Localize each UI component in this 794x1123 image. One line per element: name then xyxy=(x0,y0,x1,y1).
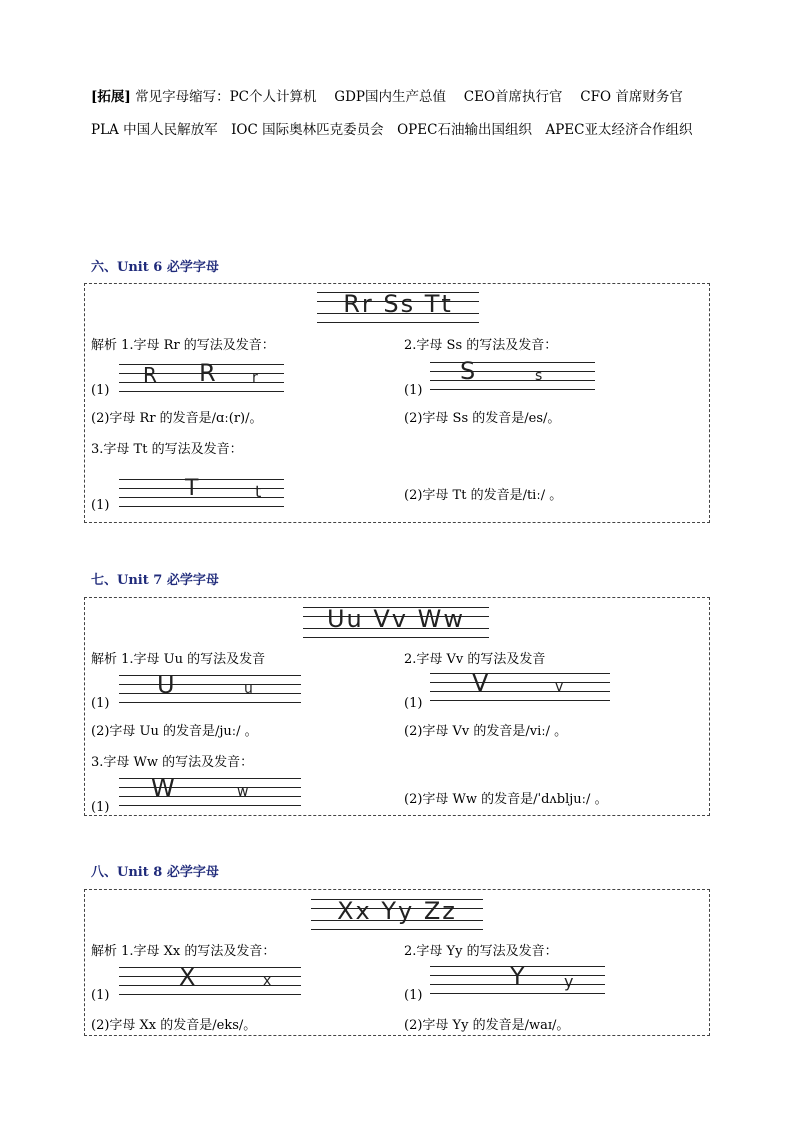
uu-lowercase: u xyxy=(244,681,253,697)
tt-lowercase: t xyxy=(255,482,262,501)
tt-capital: T xyxy=(185,476,199,501)
xx-sound: (2)字母 Xx 的发音是/eks/。 xyxy=(91,1018,257,1033)
ww-writing-staff xyxy=(119,774,301,808)
note-line-1: 常见字母缩写：PC个人计算机 GDP国内生产总值 CEO首席执行官 CFO 首席财务官 xyxy=(135,89,683,105)
abbreviation-note xyxy=(91,81,711,147)
yy-capital: Y xyxy=(510,962,525,990)
unit6-box xyxy=(84,283,710,523)
unit8-box xyxy=(84,889,710,1036)
xx-intro: 解析 1.字母 Xx 的写法及发音： xyxy=(91,944,276,959)
ss-sound: (2)字母 Ss 的发音是/es/。 xyxy=(404,411,561,426)
ss-writing-staff xyxy=(430,357,595,392)
yy-writing-staff xyxy=(430,962,605,996)
ww-label: (1) xyxy=(91,800,110,815)
rr-label: (1) xyxy=(91,383,110,398)
unit7-title-letters: Uu Vv Ww xyxy=(326,605,465,633)
uu-sound: (2)字母 Uu 的发音是/juː/ 。 xyxy=(91,724,258,739)
uu-capital: U xyxy=(157,671,175,699)
ww-intro: 3.字母 Ww 的写法及发音： xyxy=(91,755,254,770)
ss-intro: 2.字母 Ss 的写法及发音： xyxy=(404,338,558,353)
vv-capital: V xyxy=(472,669,489,697)
ww-capital: W xyxy=(151,774,175,802)
ww-lowercase: w xyxy=(237,784,249,800)
rr-lowercase: r xyxy=(252,370,258,386)
xx-lowercase: x xyxy=(263,973,272,989)
unit6-title xyxy=(317,289,479,323)
tt-writing-staff xyxy=(119,476,284,509)
xx-label: (1) xyxy=(91,988,110,1003)
note-line-2: PLA 中国人民解放军 IOC 国际奥林匹克委员会 OPEC石油输出国组织 APEC亚太经济合作组织 xyxy=(91,122,693,138)
tt-label: (1) xyxy=(91,498,110,513)
uu-writing-staff xyxy=(119,671,301,705)
unit8-title xyxy=(311,896,483,930)
yy-intro: 2.字母 Yy 的写法及发音： xyxy=(404,944,558,959)
vv-label: (1) xyxy=(404,696,423,711)
unit6-title-letters: Rr Ss Tt xyxy=(343,290,453,318)
section-heading-unit7: 七、Unit 7 必学字母 xyxy=(91,573,219,588)
rr-stroke-1: R xyxy=(143,363,157,387)
uu-intro: 解析 1.字母 Uu 的写法及发音 xyxy=(91,652,266,667)
yy-label: (1) xyxy=(404,988,423,1003)
tt-sound: (2)字母 Tt 的发音是/tiː/ 。 xyxy=(404,488,563,503)
unit7-title xyxy=(303,604,489,638)
note-tag: [拓展] xyxy=(91,89,131,105)
vv-writing-staff xyxy=(430,669,610,703)
rr-sound: (2)字母 Rr 的发音是/ɑː(r)/。 xyxy=(91,411,263,426)
ss-lowercase: s xyxy=(535,368,543,384)
rr-writing-staff xyxy=(119,359,284,394)
rr-intro: 解析 1.字母 Rr 的写法及发音： xyxy=(91,338,275,353)
uu-label: (1) xyxy=(91,696,110,711)
vv-sound: (2)字母 Vv 的发音是/viː/ 。 xyxy=(404,724,568,739)
tt-intro: 3.字母 Tt 的写法及发音： xyxy=(91,442,243,457)
unit7-box xyxy=(84,597,710,816)
ss-capital: S xyxy=(460,357,476,385)
xx-capital: X xyxy=(179,963,196,991)
unit8-title-letters: Xx Yy Zz xyxy=(337,897,457,925)
yy-sound: (2)字母 Yy 的发音是/waɪ/。 xyxy=(404,1018,570,1033)
xx-writing-staff xyxy=(119,963,301,997)
section-heading-unit8: 八、Unit 8 必学字母 xyxy=(91,865,219,880)
rr-capital: R xyxy=(199,359,216,387)
ss-label: (1) xyxy=(404,383,423,398)
yy-lowercase: y xyxy=(564,972,574,991)
section-heading-unit6: 六、Unit 6 必学字母 xyxy=(91,260,219,275)
vv-lowercase: v xyxy=(555,679,564,695)
vv-intro: 2.字母 Vv 的写法及发音 xyxy=(404,652,546,667)
ww-sound: (2)字母 Ww 的发音是/ˈdʌbljuː/ 。 xyxy=(404,792,608,807)
